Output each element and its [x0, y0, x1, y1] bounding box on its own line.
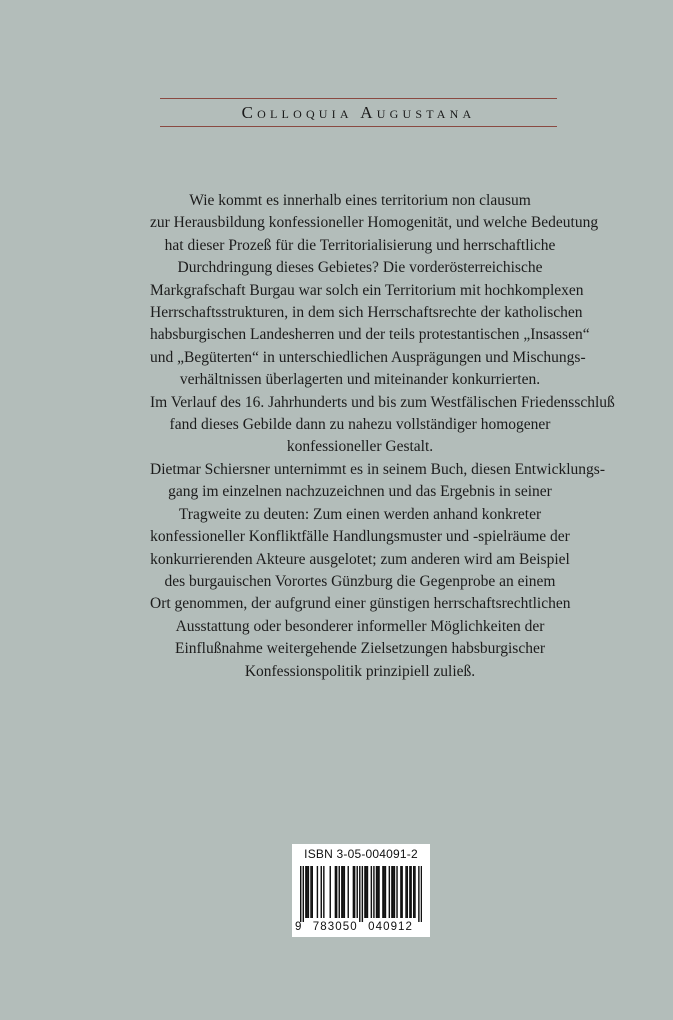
- ean-lead-digit: 9: [295, 921, 303, 933]
- barcode-bar: [342, 866, 343, 918]
- barcode-bar: [392, 866, 393, 918]
- barcode-bar: [362, 866, 363, 922]
- barcode-bar: [348, 866, 349, 918]
- barcode-bar: [383, 866, 384, 918]
- blurb-line: des burgauischen Vorortes Günzburg die Gegenprobe an einem: [164, 572, 556, 590]
- blurb-line: Konfessionspolitik prinzipiell zuließ.: [244, 662, 476, 680]
- barcode-bar: [305, 866, 306, 918]
- blurb-line: hat dieser Prozeß für die Territorialisierung und herrschaftliche: [164, 236, 556, 254]
- barcode-bar: [418, 866, 419, 922]
- barcode-bar: [396, 866, 397, 918]
- barcode-bar: [382, 866, 383, 918]
- series-rule-bottom: [160, 126, 557, 127]
- blurb-line: Herrschaftsstrukturen, in dem sich Herrschaftsrechte der katholischen: [150, 304, 583, 322]
- blurb-line: Tragweite zu deuten: Zum einen werden anhand konkreter: [178, 505, 542, 523]
- barcode-bar: [400, 866, 401, 918]
- barcode-bar: [376, 866, 377, 918]
- barcode-bar: [373, 866, 374, 918]
- blurb-line: Einflußnahme weitergehende Zielsetzungen habsburgischer: [174, 640, 545, 658]
- ean-left-group: 783050: [312, 921, 358, 933]
- barcode-bar: [344, 866, 345, 918]
- series-rule-top: [160, 98, 557, 99]
- barcode-bar: [323, 866, 324, 918]
- blurb-line: und „Begüterten“ in unterschiedlichen Ausprägungen und Mischungs-: [150, 348, 586, 366]
- barcode-bar: [421, 866, 422, 922]
- isbn-number: ISBN 3-05-004091-2: [304, 847, 418, 861]
- ean-digits: [295, 921, 429, 933]
- barcode-bar: [310, 866, 311, 918]
- blurb-line: gang im einzelnen nachzuzeichnen und das Ergebnis in seiner: [168, 483, 552, 501]
- barcode-bar: [378, 866, 379, 918]
- barcode-bar: [354, 866, 355, 918]
- back-cover-blurb: [150, 190, 615, 683]
- barcode-bar: [341, 866, 342, 918]
- barcode-bar: [336, 866, 337, 918]
- blurb-line: verhältnissen überlagerten und miteinander konkurrierten.: [179, 371, 541, 389]
- barcode-bar: [365, 866, 366, 918]
- blurb-line: habsburgischen Landesherren und der teils protestantischen „Insassen“: [150, 326, 590, 344]
- isbn-barcode-label: [292, 844, 430, 937]
- barcode-bar: [321, 866, 322, 918]
- barcode-bar: [303, 866, 304, 922]
- barcode-bar: [401, 866, 402, 918]
- barcode-bar: [407, 866, 408, 918]
- blurb-line: konkurrierenden Akteure ausgelotet; zum anderen wird am Beispiel: [150, 550, 570, 568]
- barcode-bar: [306, 866, 307, 918]
- blurb-line: Ausstattung oder besonderer informeller Möglichkeiten der: [175, 617, 545, 635]
- barcode-bar: [385, 866, 386, 918]
- blurb-line: fand dieses Gebilde dann zu nahezu vollständiger homogener: [169, 416, 551, 434]
- blurb-line: Wie kommt es innerhalb eines territorium non clausum: [189, 192, 531, 209]
- blurb-line: konfessioneller Gestalt.: [286, 438, 434, 456]
- blurb-line: konfessioneller Konfliktfälle Handlungsmuster und -spielräume der: [150, 528, 570, 546]
- barcode-bar: [391, 866, 392, 918]
- barcode-bar: [312, 866, 313, 918]
- barcode-bar: [371, 866, 372, 918]
- barcode-bar: [335, 866, 336, 918]
- barcode-bar: [364, 866, 365, 918]
- blurb-line: zur Herausbildung konfessioneller Homogenität, und welche Bedeutung: [150, 214, 599, 232]
- barcode-bar: [394, 866, 395, 918]
- barcode-bar: [377, 866, 378, 918]
- blurb-line: Im Verlauf des 16. Jahrhunderts und bis zum Westfälischen Friedensschluß: [150, 393, 615, 411]
- barcode-bar: [389, 866, 390, 918]
- blurb-line: Markgrafschaft Burgau war solch ein Territorium mit hochkomplexen: [150, 281, 584, 299]
- barcode-bar: [308, 866, 309, 918]
- barcode-bar: [330, 866, 331, 918]
- barcode-bar: [359, 866, 360, 922]
- barcode-bar: [300, 866, 301, 922]
- barcode-bar: [413, 866, 414, 918]
- barcode-bar: [410, 866, 411, 918]
- series-title: Colloquia Augustana: [241, 103, 476, 122]
- barcode-bar: [409, 866, 410, 918]
- blurb-line: Dietmar Schiersner unternimmt es in seinem Buch, diesen Entwicklungs-: [150, 460, 605, 478]
- blurb-line: Durchdringung dieses Gebietes? Die vorderösterreichische: [177, 259, 543, 277]
- barcode-bar: [339, 866, 340, 918]
- barcode-icon: [300, 866, 422, 922]
- ean-right-group: 040912: [368, 921, 414, 933]
- barcode-bar: [405, 866, 406, 918]
- barcode-bar: [317, 866, 318, 918]
- barcode-bar: [414, 866, 415, 918]
- barcode-bar: [353, 866, 354, 918]
- blurb-line: Ort genommen, der aufgrund einer günstigen herrschaftsrechtlichen: [150, 595, 571, 613]
- barcode-bar: [357, 866, 358, 918]
- barcode-bar: [367, 866, 368, 918]
